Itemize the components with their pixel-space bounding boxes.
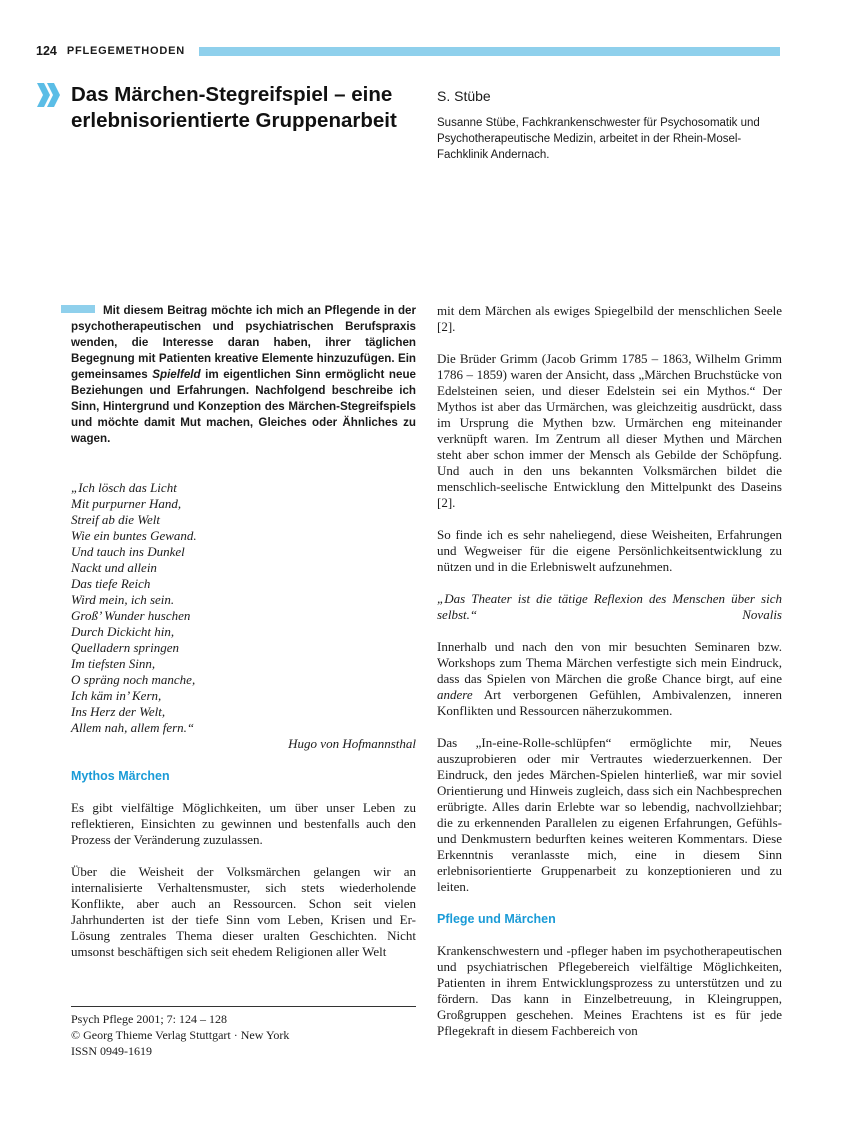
poem-author: Hugo von Hofmannsthal — [288, 736, 416, 751]
abstract-text-1: Mit diesem Beitrag möchte ich mich an Pflegende in der psychotherapeutischen und psychiatrischen Berufspraxis wenden, die Interesse daran haben, ihrer täglichen Begegnung mit Patienten kreative Elemente hinzuzufügen. Ein gemeinsames — [71, 304, 416, 381]
section-heading-pflege: Pflege und Märchen — [437, 912, 556, 926]
abstract-italic: Spielfeld — [152, 368, 201, 381]
abstract-text-2: im eigentlichen Sinn ermöglicht neue Beziehungen und Erfahrungen. Nachfolgend beschreibe ich Sinn, Hintergrund und Konzeption des Märchen-Stegreifspiels und möchte damit Mut machen, Gleiches oder Ähnliches zu wagen. — [71, 368, 416, 445]
citation-issn: ISSN 0949-1619 — [71, 1044, 153, 1058]
poem-line: „Ich lösch das Licht — [71, 480, 177, 495]
double-chevron-icon — [36, 83, 62, 107]
poem-line: Wird mein, ich sein. — [71, 592, 175, 607]
article-title: Das Märchen-Stegreifspiel – eine erlebnisorientierte Gruppenarbeit — [71, 83, 397, 132]
paragraph: Krankenschwestern und -pfleger haben im psychotherapeutischen und psychiatrischen Pflegebereich vielfältige Möglichkeiten, Patienten in ihrem Entwicklungsprozess zu unterstützen und zu fördern. Das kann in Einzelbetreuung, in Kleingruppen, Großgruppen geschehen. Meines Erachtens ist es für jede Pflegekraft in diesem Fachbereich von — [437, 943, 782, 1038]
poem-line: Durch Dickicht hin, — [71, 624, 175, 639]
paragraph: So finde ich es sehr naheliegend, diese Weisheiten, Erfahrungen und Wegweiser für die eigene Persönlichkeitsentwicklung zu nützen und in die Erlebniswelt aufzunehmen. — [437, 527, 782, 574]
author-name: S. Stübe — [437, 88, 491, 104]
poem-line: Nackt und allein — [71, 560, 157, 575]
quote-text: „Das Theater ist die tätige Reflexion des Menschen über sich selbst.“ — [437, 591, 782, 622]
paragraph: Es gibt vielfältige Möglichkeiten, um über unser Leben zu reflektieren, Einsichten zu gewinnen und bestenfalls auch den Prozess der Veränderung zuzulassen. — [71, 800, 416, 847]
poem — [71, 480, 416, 752]
poem-line: Und tauch ins Dunkel — [71, 544, 185, 559]
poem-line: Groß’ Wunder huschen — [71, 608, 191, 623]
citation-footer — [71, 1006, 416, 1059]
paragraph-italic: andere — [437, 687, 473, 702]
novalis-quote — [437, 591, 782, 623]
author-affiliation: Susanne Stübe, Fachkrankenschwester für Psychosomatik und Psychotherapeutische Medizin, arbeitet in der Rhein-Mosel-Fachklinik Andernach. — [437, 117, 760, 161]
right-column — [437, 303, 782, 1039]
poem-line: Ins Herz der Welt, — [71, 704, 166, 719]
paragraph-text: Art verborgenen Gefühlen, Ambivalenzen, inneren Konflikten und Ressourcen näherzukommen. — [437, 687, 782, 718]
paragraph — [437, 639, 782, 719]
paragraph: Die Brüder Grimm (Jacob Grimm 1785 – 1863, Wilhelm Grimm 1786 – 1859) waren der Ansicht, dass „Märchen Bruchstücke von Edelsteinen seien, und dieser Edelstein sei ein Mythos.“ Der Mythos ist aber das Urmärchen, was gleichzeitig ausdrückt, dass im Ursprung die Mythen bzw. Urmärchen eng miteinander verknüpft waren. Im Zentrum all dieser Mythen und Märchen steht aber schon immer der Mensch als Gebilde der Schöpfung. Und auch in den uns bekannten Volksmärchen bildet die menschlich-seelische Entwicklung den Mittelpunkt des Daseins [2]. — [437, 351, 782, 510]
poem-line: Mit purpurner Hand, — [71, 496, 182, 511]
paragraph: Das „In-eine-Rolle-schlüpfen“ ermöglichte mir, Neues auszuprobieren oder mir Vertrautes wiederzuerkennen. Der Eindruck, den jedes Märchen-Spielen hinterließ, war mir soviel Orientierung und Hinweis zugleich, dass sich ein Nachbesprechen erübrigte. Alles darin Erlebte war so lebendig, nachvollziehbar; die zu erkennenden Parallelen zu eigenen Erfahrungen, Gefühls- und Denkmustern bedurften keines weiteren Kommentars. Diese Erkenntnis veranlasste mich, eine in diesem Sinn erlebnisorientierte Gruppenarbeit zu konzeptionieren und zu leiten. — [437, 735, 782, 894]
section-heading-mythos: Mythos Märchen — [71, 769, 170, 783]
poem-line: Im tiefsten Sinn, — [71, 656, 156, 671]
paragraph: Über die Weisheit der Volksmärchen gelangen wir an internalisierte Verhaltensmuster, sich stets wiederholende Konflikte, aber auch an Ressourcen. Schon seit vielen Jahrhunderten ist der tiefe Sinn vom Leben, Krisen und Er-Lösung zentrales Thema dieser uralten Geschichten. Nicht umsonst beschäftigen sich seit ehedem Religionen aller Welt — [71, 864, 416, 959]
poem-line: Wie ein buntes Gewand. — [71, 528, 197, 543]
poem-line: Allem nah, allem fern.“ — [71, 720, 195, 735]
left-column — [71, 303, 416, 960]
page-number: 124 — [36, 44, 57, 58]
poem-line: O spräng noch manche, — [71, 672, 196, 687]
citation-publisher: © Georg Thieme Verlag Stuttgart · New York — [71, 1028, 290, 1042]
abstract — [71, 303, 416, 447]
poem-line: Quelladern springen — [71, 640, 179, 655]
poem-line: Streif ab die Welt — [71, 512, 160, 527]
section-label: PFLEGEMETHODEN — [66, 45, 186, 57]
poem-line: Ich käm in’ Kern, — [71, 688, 162, 703]
abstract-accent-bar — [61, 305, 95, 313]
paragraph: mit dem Märchen als ewiges Spiegelbild der menschlichen Seele [2]. — [437, 303, 782, 334]
citation-journal: Psych Pflege 2001; 7: 124 – 128 — [71, 1012, 227, 1026]
paragraph-text: Innerhalb und nach den von mir besuchten Seminaren bzw. Workshops zum Thema Märchen verfestigte sich mein Eindruck, dass das Spielen von Märchen die große Chance birgt, auf eine — [437, 639, 782, 686]
running-header — [36, 42, 780, 60]
quote-source: Novalis — [742, 607, 782, 622]
poem-line: Das tiefe Reich — [71, 576, 151, 591]
header-accent-bar — [199, 47, 780, 56]
